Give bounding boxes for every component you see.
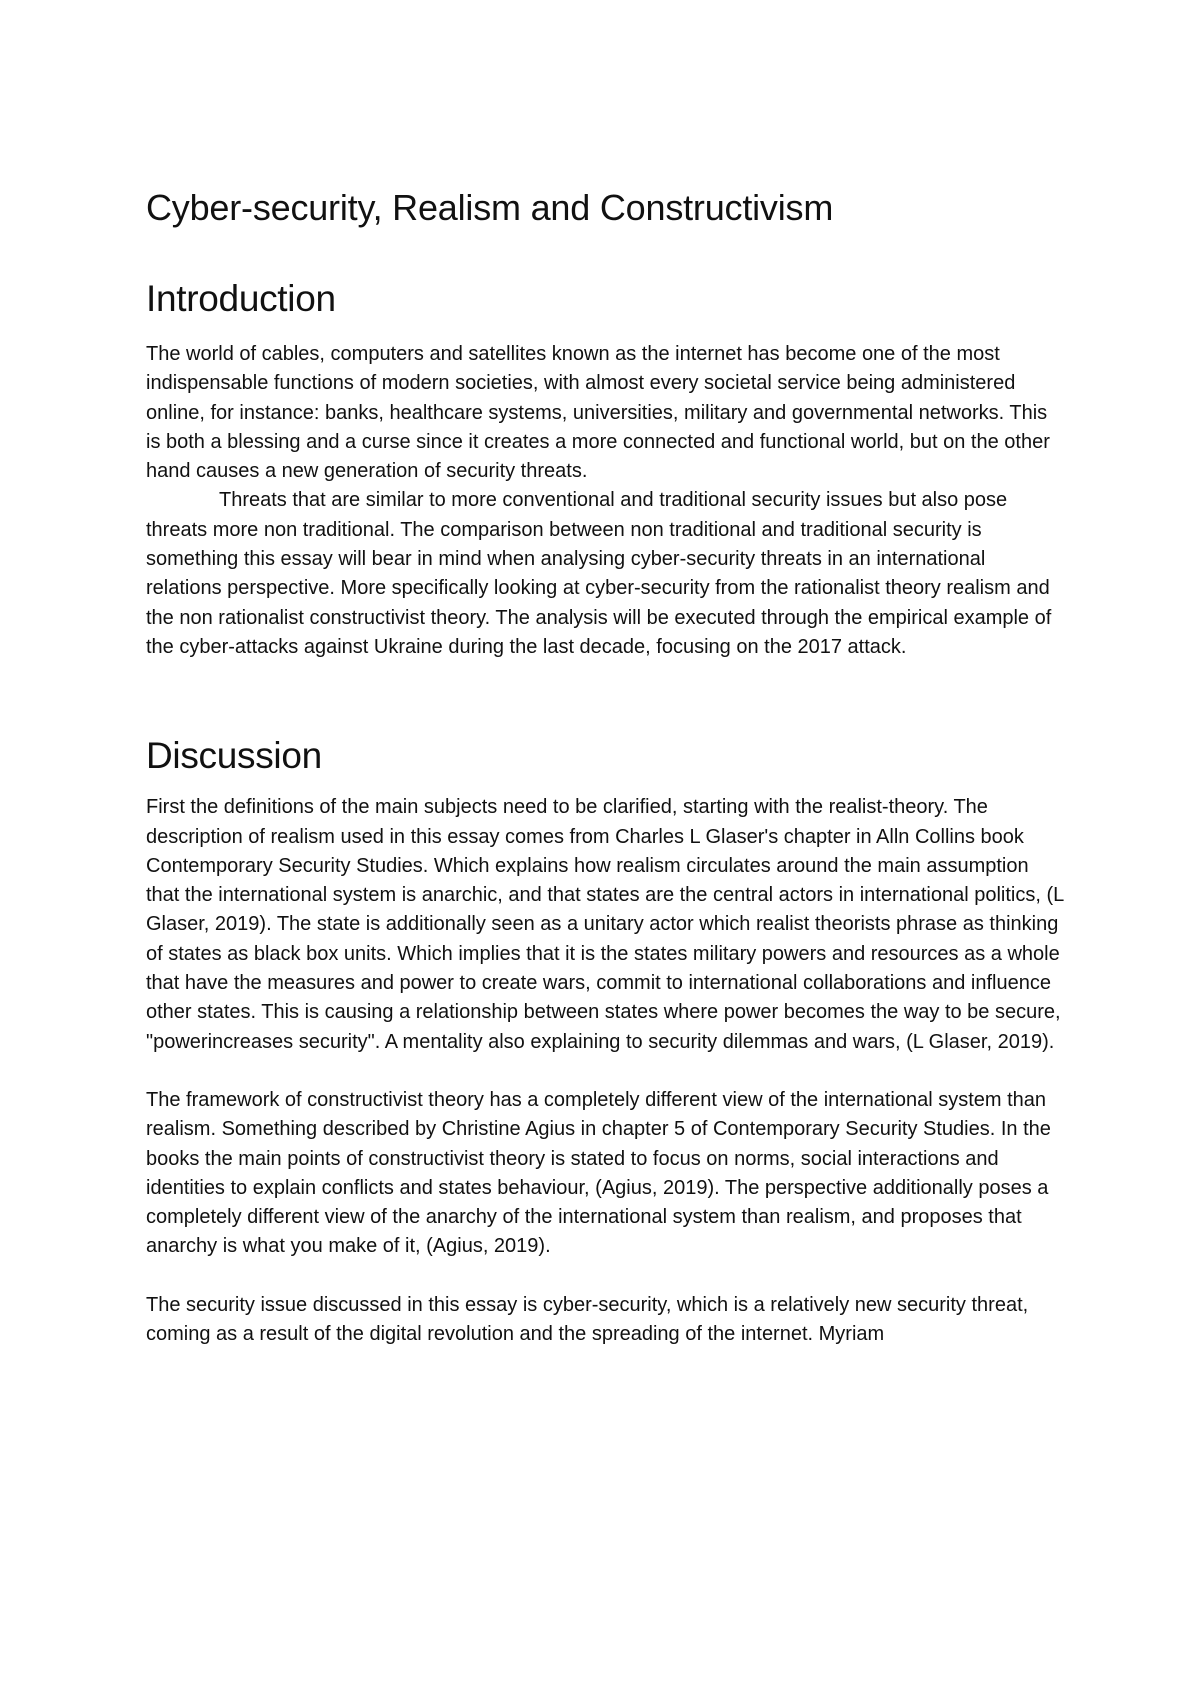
discussion-paragraph-3: The security issue discussed in this essay is cyber-security, which is a relatively new security threat, coming as a result of the digital revolution and the spreading of the internet. Myriam — [146, 1293, 1029, 1346]
discussion-paragraph-2: The framework of constructivist theory has a completely different view of the international system than realism. Something described by Christine Agius in chapter 5 of Contemporary Security Studies. In the books the main points of constructivist theory is stated to focus on norms, social interactions and identities to explain conflicts and states behaviour, (Agius, 2019). The perspective additionally poses a completely different view of the anarchy of the international system than realism, and proposes that anarchy is what you make of it, (Agius, 2019). — [146, 1088, 1051, 1258]
introduction-paragraph-1: The world of cables, computers and satellites known as the internet has become one of the most indispensable functions of modern societies, with almost every societal service being administered online, for instance: banks, healthcare systems, universities, military and governmental networks. This is both a blessing and a curse since it creates a more connected and functional world, but on the other hand causes a new generation of security threats. — [146, 343, 1050, 483]
document-title: Cyber-security, Realism and Constructivism — [146, 187, 834, 228]
introduction-heading: Introduction — [146, 278, 336, 319]
discussion-paragraph-1: First the definitions of the main subjects need to be clarified, starting with the realist-theory. The description of realism used in this essay comes from Charles L Glaser's chapter in Alln Collins book Contemporary Security Studies. Which explains how realism circulates around the main assumption that the international system is anarchic, and that states are the central actors in international politics, (L Glaser, 2019). The state is additionally seen as a unitary actor which realist theorists phrase as thinking of states as black box units. Which implies that it is the states military powers and resources as a whole that have the measures and power to create wars, commit to international collaborations and influence other states. This is causing a relationship between states where power becomes the way to be secure, "powerincreases security". A mentality also explaining to security dilemmas and wars, (L Glaser, 2019). — [146, 796, 1064, 1053]
introduction-paragraph-2: Threats that are similar to more conventional and traditional security issues but also pose threats more non traditional. The comparison between non traditional and traditional security is something this essay will bear in mind when analysing cyber-security threats in an international relations perspective. More specifically looking at cyber-security from the rationalist theory realism and the non rationalist constructivist theory. The analysis will be executed through the empirical example of the cyber-attacks against Ukraine during the last decade, focusing on the 2017 attack. — [146, 489, 1052, 658]
discussion-heading: Discussion — [146, 735, 322, 777]
document-body — [146, 186, 1066, 1349]
